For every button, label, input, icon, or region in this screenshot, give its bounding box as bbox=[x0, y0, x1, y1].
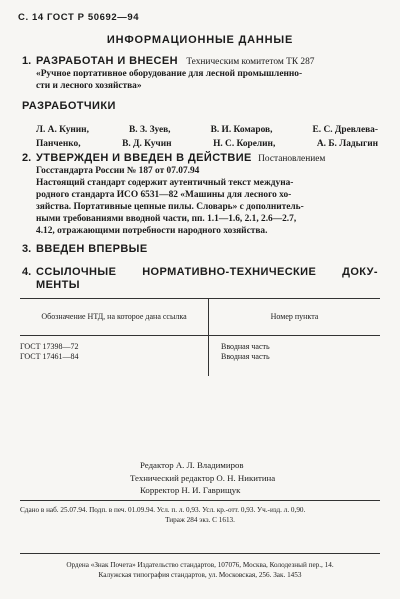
table-cell-item: Вводная часть bbox=[221, 352, 270, 361]
section-4-heading-part: ССЫЛОЧНЫЕ bbox=[36, 266, 117, 278]
section-3-heading: ВВЕДЕН ВПЕРВЫЕ bbox=[36, 243, 148, 255]
developer-name: Н. С. Корелин, bbox=[213, 139, 276, 149]
section-4-heading-part: ДОКУ- bbox=[342, 266, 378, 278]
publisher-line: Ордена «Знак Почета» Издательство стандартов, 107076, Москва, Колодезный пер., 14. bbox=[66, 561, 334, 569]
section-3-number: 3. bbox=[22, 243, 32, 255]
section-1-number: 1. bbox=[22, 55, 32, 67]
section-1-line-3: сти и лесного хозяйства» bbox=[36, 81, 142, 91]
imprint-block bbox=[20, 505, 380, 525]
section-2-line: зяйства. Портативные цепные пилы. Словарь» с дополнитель- bbox=[36, 202, 304, 212]
developer-name: Панченко, bbox=[36, 139, 81, 149]
section-2-line: родного стандарта ИСО 6531—82 «Машины для лесного хо- bbox=[36, 190, 292, 200]
table-cell-doc: ГОСТ 17461—84 bbox=[20, 352, 79, 361]
section-4-number: 4. bbox=[22, 266, 32, 278]
page-header: С. 14 ГОСТ Р 50692—94 bbox=[18, 12, 140, 23]
table-col-header-document: Обозначение НТД, на которое дана ссылка bbox=[41, 312, 187, 321]
section-2-number: 2. bbox=[22, 152, 32, 164]
section-4 bbox=[22, 266, 378, 291]
developer-name: Л. А. Кунин, bbox=[36, 125, 89, 135]
developer-name: А. Б. Ладыгин bbox=[316, 139, 378, 149]
section-2-line: Госстандарта России № 187 от 07.07.94 bbox=[36, 166, 200, 176]
table-body bbox=[20, 336, 380, 376]
section-1-heading: РАЗРАБОТАН И ВНЕСЕН bbox=[36, 55, 178, 67]
section-1-text: Техническим комитетом ТК 287 bbox=[186, 57, 315, 67]
editor-line: Редактор А. Л. Владимиров bbox=[140, 460, 244, 470]
developers-list bbox=[36, 124, 378, 150]
table-cell-doc: ГОСТ 17398—72 bbox=[20, 342, 79, 351]
editors-block bbox=[130, 459, 275, 497]
section-2-line: 4.12, отражающими потребности народного хозяйства. bbox=[36, 226, 268, 236]
section-1-line-2: «Ручное портативное оборудование для лесной промышленно- bbox=[36, 69, 303, 79]
section-4-heading-part: НОРМАТИВНО-ТЕХНИЧЕСКИЕ bbox=[142, 266, 317, 278]
section-3 bbox=[22, 243, 378, 256]
developer-name: В. З. Зуев, bbox=[129, 125, 171, 135]
references-table bbox=[20, 298, 380, 376]
section-2-line: Настоящий стандарт содержит аутентичный текст междуна- bbox=[36, 178, 294, 188]
developer-name: Е. С. Древлева- bbox=[312, 125, 378, 135]
editor-line: Корректор Н. И. Гаврищук bbox=[140, 485, 241, 495]
table-col-header-item: Номер пункта bbox=[208, 299, 380, 335]
developer-name: В. Д. Кучин bbox=[122, 139, 172, 149]
table-header bbox=[20, 298, 380, 336]
divider bbox=[20, 553, 380, 554]
editor-line: Технический редактор О. Н. Никитина bbox=[130, 472, 276, 483]
section-2-heading: УТВЕРЖДЕН И ВВЕДЕН В ДЕЙСТВИЕ bbox=[36, 152, 252, 164]
publisher-line: Калужская типография стандартов, ул. Московская, 256. Зак. 1453 bbox=[98, 571, 302, 579]
developer-name: В. И. Комаров, bbox=[210, 125, 273, 135]
developers-heading: РАЗРАБОТЧИКИ bbox=[22, 100, 116, 112]
publisher-block bbox=[30, 560, 370, 580]
section-1 bbox=[22, 55, 378, 92]
section-2-line: ными требованиями вводной части, пп. 1.1—1.6, 2.1, 2.6—2.7, bbox=[36, 214, 297, 224]
section-2-text: Постановлением bbox=[258, 154, 326, 164]
section-2 bbox=[22, 152, 378, 237]
page-title: ИНФОРМАЦИОННЫЕ ДАННЫЕ bbox=[106, 34, 294, 46]
table-cell-item: Вводная часть bbox=[221, 342, 270, 351]
imprint-line: Тираж 284 экз. С 1613. bbox=[165, 516, 235, 524]
divider bbox=[20, 500, 380, 501]
section-4-heading-part: МЕНТЫ bbox=[36, 279, 80, 291]
imprint-line: Сдано в наб. 25.07.94. Подп. в печ. 01.09.94. Усл. п. л. 0,93. Усл. кр.-отт. 0,93. Уч.-изд. л. 0,90. bbox=[20, 506, 306, 514]
